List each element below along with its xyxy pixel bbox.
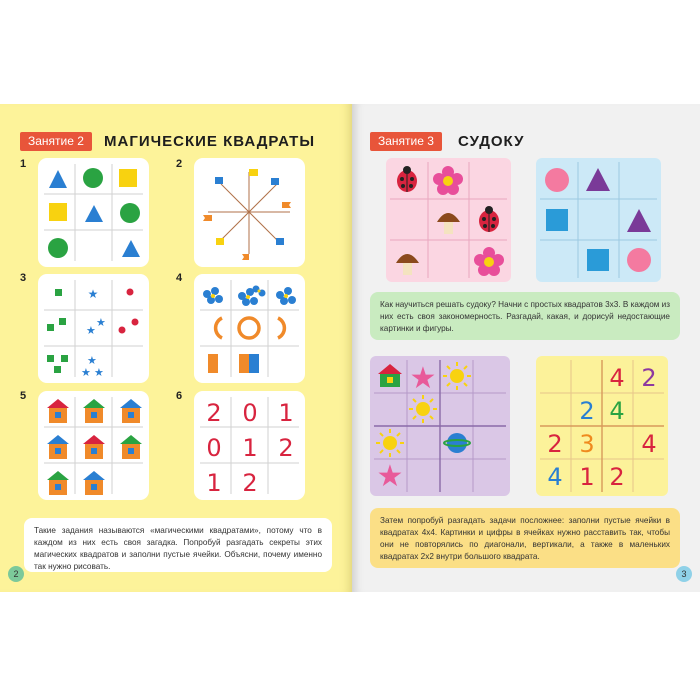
- task-number: 6: [176, 390, 183, 402]
- ladybug-icon: [397, 166, 417, 192]
- numbers-4x4-grid: [536, 356, 668, 496]
- number-cell: 1: [242, 434, 258, 462]
- svg-text:★: ★: [87, 354, 97, 367]
- task-number: 1: [20, 158, 27, 170]
- house-icon: [83, 435, 105, 459]
- sudoku-cell: 4: [609, 364, 625, 392]
- counting-grid: [38, 274, 149, 383]
- magic-square-flags: [194, 158, 305, 267]
- magic-square-houses: [38, 391, 149, 500]
- square-icon: [55, 289, 62, 296]
- flower-icon: [433, 166, 463, 195]
- house-icon: [120, 399, 142, 423]
- rectangle-icon: [239, 354, 249, 373]
- svg-text:★: ★: [96, 316, 106, 329]
- square-icon: [119, 169, 137, 187]
- svg-text:★: ★: [81, 366, 91, 379]
- svg-text:★: ★: [94, 366, 104, 379]
- sudoku-cell: 1: [579, 463, 595, 491]
- star-icon: ★: [409, 361, 437, 396]
- lesson-title: МАГИЧЕСКИЕ КВАДРАТЫ: [104, 133, 316, 150]
- triangle-icon: [586, 168, 610, 191]
- house-icon: [378, 364, 402, 387]
- house-icon: [47, 399, 69, 423]
- shapes-sudoku-grid: [536, 158, 661, 282]
- square-icon: [587, 249, 609, 271]
- sun-icon: [443, 362, 471, 390]
- circle-icon: [83, 168, 103, 188]
- number-cell: 2: [242, 469, 258, 497]
- square-icon: [546, 209, 568, 231]
- circle-icon: [545, 168, 569, 192]
- flowers-grid: [194, 274, 305, 383]
- magic-square-numbers: [194, 391, 305, 500]
- svg-text:★: ★: [86, 324, 96, 337]
- flag-icon: [203, 215, 212, 221]
- right-page: [352, 104, 700, 592]
- number-cell: 2: [206, 399, 222, 427]
- flag-icon: [276, 238, 284, 245]
- sudoku-cell: 2: [609, 463, 625, 491]
- flag-icon: [215, 177, 223, 184]
- flower-icon: [474, 247, 504, 276]
- circle-icon: [627, 248, 651, 272]
- house-icon: [83, 471, 105, 495]
- magic-square-shapes: [38, 158, 149, 267]
- houses-grid: [38, 391, 149, 500]
- pictures-4x4-grid: [370, 356, 510, 496]
- planet-icon: [444, 433, 470, 453]
- number-cell: 0: [242, 399, 258, 427]
- house-icon: [47, 471, 69, 495]
- sudoku-cell: 4: [641, 430, 657, 458]
- sudoku-cell: 2: [579, 397, 595, 425]
- task-number: 5: [20, 390, 27, 402]
- task-number: 3: [20, 272, 27, 284]
- page-number: 2: [8, 566, 24, 582]
- task-number: 4: [176, 272, 183, 284]
- magic-square-counting: [38, 274, 149, 383]
- lesson-tag: Занятие 3: [370, 132, 442, 151]
- circle-icon: [48, 238, 68, 258]
- ring-icon: [278, 318, 284, 338]
- sudoku-cell: 2: [547, 430, 563, 458]
- pictures-grid: [386, 158, 511, 282]
- triangle-icon: [85, 205, 103, 222]
- info-text: Такие задания называются «магическими квадратами», потому что в каждом из них есть своя загадка. Попробуй разгадать секреты этих магических квадратов и заполни пустые ячейки. Объясни, почему именно так нужно рисовать.: [24, 518, 332, 572]
- sun-icon: [409, 395, 437, 423]
- triangle-icon: [49, 170, 67, 188]
- left-page: [0, 104, 352, 592]
- sudoku-cell: 4: [609, 397, 625, 425]
- mushroom-icon: [437, 213, 460, 234]
- number-cell: 1: [278, 399, 294, 427]
- house-icon: [47, 435, 69, 459]
- flag-icon: [249, 169, 258, 176]
- shapes-grid: [38, 158, 149, 267]
- sudoku-4x4-pictures: [370, 356, 510, 496]
- info-text: Как научиться решать судоку? Начни с простых квадратов 3х3. В каждом из них есть своя закономерность. Разгадай, какая, и дорисуй недостающие картинки и фигуры.: [370, 292, 680, 340]
- house-icon: [120, 435, 142, 459]
- triangle-icon: [122, 240, 140, 257]
- ring-icon: [239, 318, 259, 338]
- sudoku-pictures: [386, 158, 511, 282]
- page-number: 3: [676, 566, 692, 582]
- flags-wheel: [194, 158, 305, 267]
- circle-icon: [120, 203, 140, 223]
- lesson-tag: Занятие 2: [20, 132, 92, 151]
- house-icon: [83, 399, 105, 423]
- sudoku-cell: 4: [547, 463, 563, 491]
- mushroom-icon: [396, 254, 419, 275]
- rectangle-icon: [208, 354, 218, 373]
- lesson-title: СУДОКУ: [458, 133, 525, 150]
- sudoku-cell: 2: [641, 364, 657, 392]
- triangle-icon: [627, 209, 651, 232]
- number-cell: 1: [206, 469, 222, 497]
- magic-square-flowers: [194, 274, 305, 383]
- square-icon: [49, 203, 67, 221]
- book-spread: [0, 104, 700, 592]
- ladybug-icon: [479, 206, 499, 232]
- flag-icon: [216, 238, 224, 245]
- number-cell: 0: [206, 434, 222, 462]
- circle-icon: [127, 289, 134, 296]
- rectangle-icon: [249, 354, 259, 373]
- sudoku-cell: 3: [579, 430, 595, 458]
- flag-icon: [271, 178, 279, 185]
- task-number: 2: [176, 158, 183, 170]
- sun-icon: [376, 429, 404, 457]
- flag-icon: [282, 202, 291, 208]
- sudoku-shapes: [536, 158, 661, 282]
- flag-icon: [242, 254, 249, 260]
- sudoku-4x4-numbers: [536, 356, 668, 496]
- star-icon: ★: [376, 459, 404, 494]
- number-cell: 2: [278, 434, 294, 462]
- ring-icon: [216, 318, 222, 338]
- star-icon: ★: [87, 287, 99, 301]
- numbers-grid: [194, 391, 305, 500]
- info-text: Затем попробуй разгадать задачи посложнее: заполни пустые ячейки в квадратах 4х4. Картинки и цифры в ячейках нужно расставить так, чтобы они не повторялись по диагонали, вертикали, а также в маленьких квадратах 2х2 внутри большого квадрата.: [370, 508, 680, 568]
